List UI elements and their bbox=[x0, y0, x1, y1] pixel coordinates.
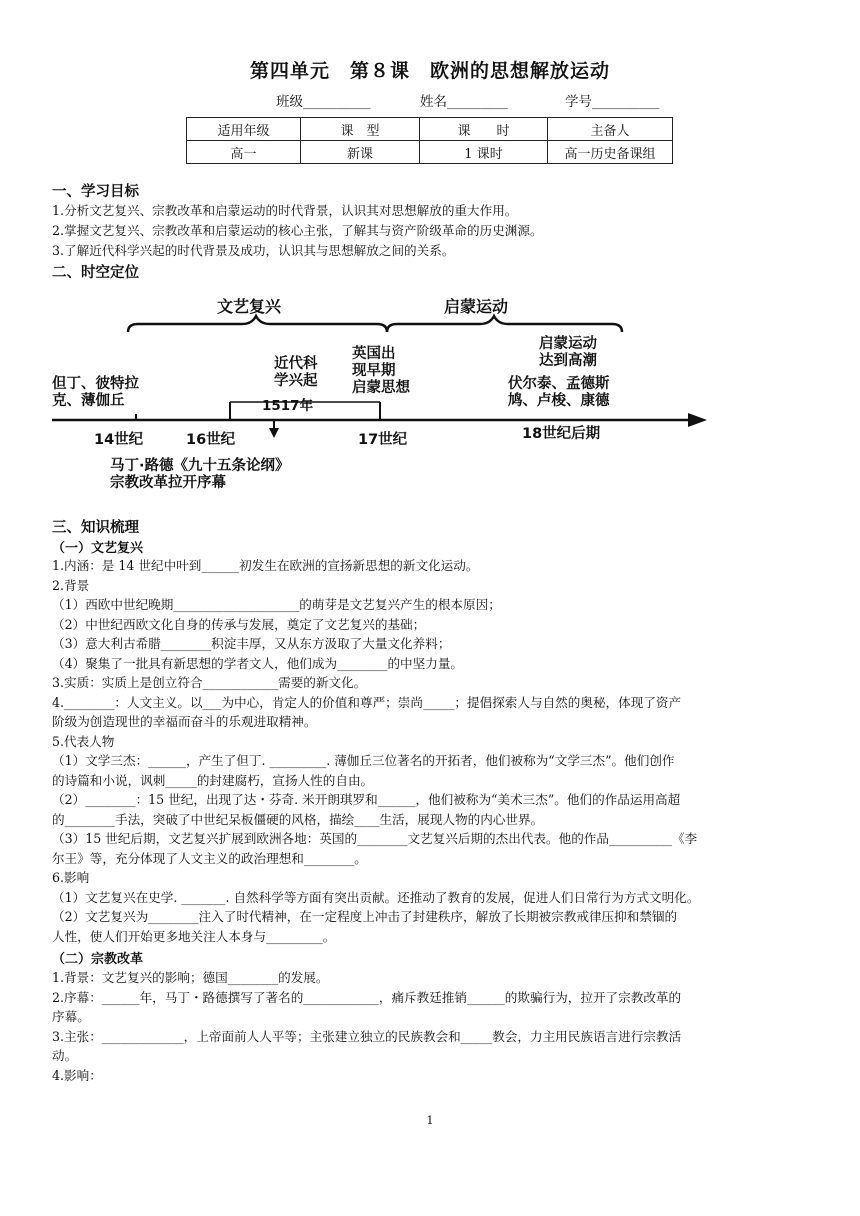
table-row bbox=[187, 141, 673, 164]
luther-arrowhead bbox=[269, 428, 279, 438]
subsection-renaissance: （一）文艺复兴 bbox=[52, 541, 144, 556]
content-line: 的诗篇和小说，讽刺_____的封建腐朽，宣扬人性的自由。 bbox=[52, 772, 374, 788]
peak-line: 启蒙运动 bbox=[539, 336, 597, 352]
table-header-cell: 主备人 bbox=[548, 118, 673, 141]
tick-label-18: 18世纪后期 bbox=[522, 426, 601, 442]
label-luther bbox=[110, 458, 290, 492]
content-line: 人性，使人们开始更多地关注人本身与_________。 bbox=[52, 928, 336, 944]
objective-line: 3.了解近代科学兴起的时代背景及成功，认识其与思想解放之间的关系。 bbox=[52, 243, 455, 258]
england-line: 现早期 bbox=[352, 363, 396, 379]
content-line: 阶级为创造现世的幸福而奋斗的乐观进取精神。 bbox=[52, 714, 317, 729]
label-thinkers bbox=[508, 376, 610, 410]
name-field[interactable]: 姓名_________ bbox=[420, 94, 508, 110]
content-line: （2）________：15 世纪，出现了达・芬奇. 米开朗琪罗和______，他们被称为“美术三杰”。他们的作品运用高超 bbox=[52, 792, 681, 807]
table-header-cell: 适用年级 bbox=[187, 118, 301, 141]
label-enlightenment-peak bbox=[539, 336, 597, 370]
content-line: 4.________：人文主义。以___为中心，肯定人的价值和尊严；崇尚_____；提倡探索人与自然的奥秘，体现了资产 bbox=[52, 694, 682, 710]
thinkers-line: 鸠、卢梭、康德 bbox=[508, 393, 610, 409]
content-line: 6.影响 bbox=[52, 870, 90, 885]
content-line: （2）文艺复兴为________注入了时代精神，在一定程度上冲击了封建秩序，解放了长期被宗教戒律压抑和禁锢的 bbox=[52, 909, 678, 924]
tick-label-14: 14世纪 bbox=[94, 432, 144, 448]
student-number-field[interactable]: 学号__________ bbox=[565, 94, 660, 110]
axis-arrowhead bbox=[688, 413, 707, 427]
luther-line: 马丁·路德《九十五条论纲》 bbox=[110, 458, 290, 474]
content-line: （4）聚集了一批具有新思想的学者文人，他们成为________的中坚力量。 bbox=[52, 655, 464, 671]
table-cell: 高一历史备课组 bbox=[548, 141, 673, 164]
table-header-cell: 课 时 bbox=[420, 118, 548, 141]
enlightenment-brace bbox=[387, 316, 622, 332]
dante-line: 克、薄伽丘 bbox=[52, 393, 125, 409]
section-heading-objectives: 一、学习目标 bbox=[52, 184, 139, 200]
content-line: 3.主张：_____________，上帝面前人人平等；主张建立独立的民族教会和_____教会，力主用民族语言进行宗教活 bbox=[52, 1028, 682, 1044]
label-renaissance: 文艺复兴 bbox=[217, 297, 282, 316]
tick-label-17: 17世纪 bbox=[358, 432, 408, 448]
tick-label-16: 16世纪 bbox=[186, 432, 236, 448]
content-line: 4.影响： bbox=[52, 1067, 102, 1083]
objective-line: 2.掌握文艺复兴、宗教改革和启蒙运动的核心主张，了解其与资产阶级革命的历史渊源。 bbox=[52, 223, 543, 238]
content-line: 3.实质：实质上是创立符合____________需要的新文化。 bbox=[52, 675, 367, 690]
page-title: 第四单元 第８课 欧洲的思想解放运动 bbox=[249, 60, 610, 82]
content-line: （3）15 世纪后期，文艺复兴扩展到欧洲各地：英国的________文艺复兴后期的杰出代表。他的作品__________《李 bbox=[52, 831, 698, 846]
england-line: 启蒙思想 bbox=[352, 380, 410, 396]
renaissance-brace bbox=[128, 316, 387, 332]
content-line: 5.代表人物 bbox=[52, 733, 115, 749]
england-line: 英国出 bbox=[352, 346, 396, 362]
table-header-cell: 课 型 bbox=[301, 118, 420, 141]
luther-line: 宗教改革拉开序幕 bbox=[110, 475, 226, 491]
content-line: （3）意大利古希腊________积淀丰厚，又从东方汲取了大量文化养料； bbox=[52, 636, 451, 651]
science-line: 学兴起 bbox=[274, 373, 318, 389]
content-line: 2.序幕：______年，马丁・路德撰写了著名的____________，痛斥教廷推销______的欺骗行为，拉开了宗教改革的 bbox=[52, 989, 682, 1005]
table-cell: 1 课时 bbox=[420, 141, 548, 164]
content-line: （1）西欧中世纪晚期____________________的萌芽是文艺复兴产生的根本原因； bbox=[52, 597, 501, 612]
content-line: 1.内涵：是 14 世纪中叶到______初发生在欧洲的宣扬新思想的新文化运动。 bbox=[52, 558, 479, 573]
section-heading-knowledge: 三、知识梳理 bbox=[52, 520, 139, 536]
content-line: 1.背景：文艺复兴的影响；德国________的发展。 bbox=[52, 970, 329, 985]
label-england-enlightenment bbox=[352, 346, 410, 397]
content-line: 序幕。 bbox=[52, 1009, 90, 1024]
science-line: 近代科 bbox=[274, 356, 318, 372]
label-enlightenment: 启蒙运动 bbox=[444, 297, 509, 316]
content-line: 尔王》等，充分体现了人文主义的政治理想和________。 bbox=[52, 850, 367, 866]
tick-label-1517: 1517年 bbox=[262, 398, 314, 414]
peak-line: 达到高潮 bbox=[539, 353, 597, 369]
content-line: （2）中世纪西欧文化自身的传承与发展，奠定了文艺复兴的基础； bbox=[52, 616, 426, 632]
content-line: 的________手法，突破了中世纪呆板僵硬的风格，描绘____生活，展现人物的内心世界。 bbox=[52, 811, 544, 827]
subsection-reformation: （二）宗教改革 bbox=[52, 952, 144, 967]
label-modern-science bbox=[274, 356, 318, 390]
lesson-info-table bbox=[186, 117, 673, 164]
timeline-diagram bbox=[52, 286, 712, 506]
content-line: （1）文学三杰：______，产生了但丁. _________. 薄伽丘三位著名的开拓者，他们被称为“文学三杰”。他们创作 bbox=[52, 753, 675, 768]
class-field[interactable]: 班级__________ bbox=[276, 94, 371, 110]
page-number: 1 bbox=[426, 1114, 434, 1127]
section-heading-timeline: 二、时空定位 bbox=[52, 265, 139, 281]
content-line: 2.背景 bbox=[52, 577, 90, 593]
content-line: 动。 bbox=[52, 1048, 78, 1063]
objective-line: 1.分析文艺复兴、宗教改革和启蒙运动的时代背景，认识其对思想解放的重大作用。 bbox=[52, 203, 518, 218]
thinkers-line: 伏尔泰、孟德斯 bbox=[508, 376, 610, 392]
content-line: （1）文艺复兴在史学. _______. 自然科学等方面有突出贡献。还推动了教育的发展，促进人们日常行为方式文明化。 bbox=[52, 889, 700, 905]
table-row bbox=[187, 118, 673, 141]
dante-line: 但丁、彼特拉 bbox=[52, 376, 139, 392]
label-dante-group bbox=[52, 376, 139, 410]
table-cell: 高一 bbox=[187, 141, 301, 164]
table-cell: 新课 bbox=[301, 141, 420, 164]
